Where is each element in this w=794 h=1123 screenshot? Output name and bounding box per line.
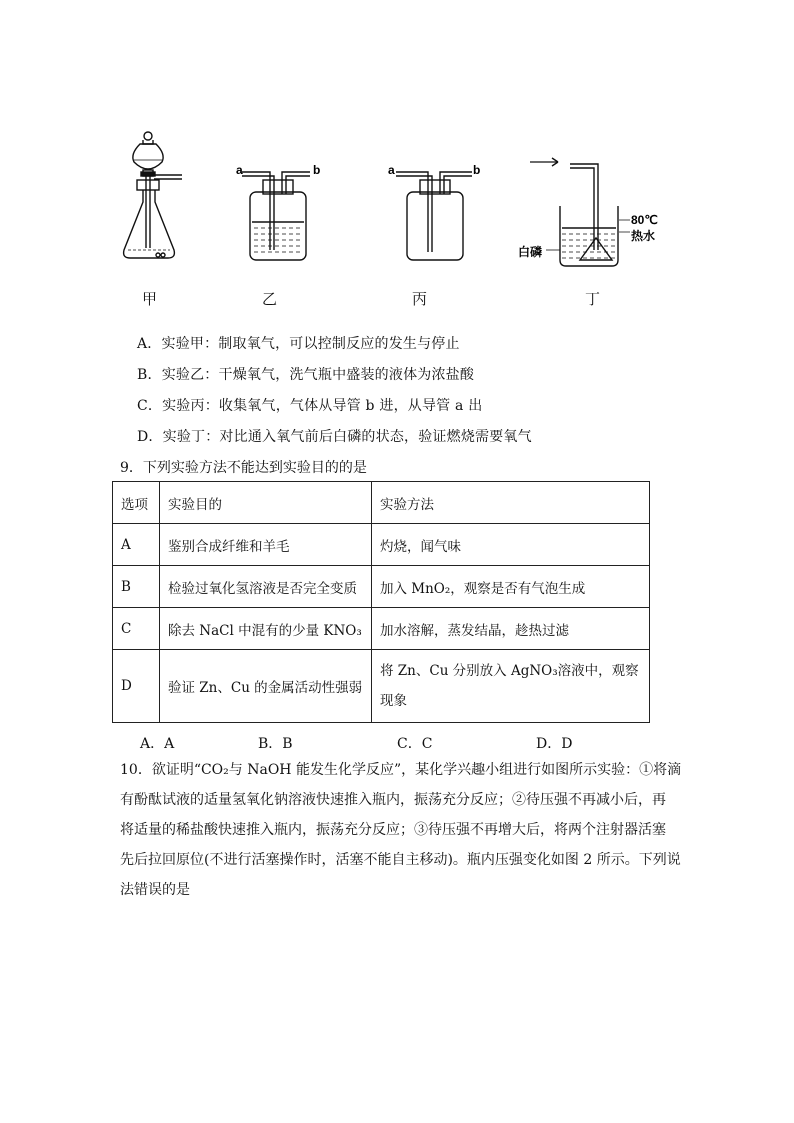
apparatus-yi — [242, 172, 310, 260]
q9-stem: 9．下列实验方法不能达到实验目的的是 — [120, 460, 367, 476]
q8-option-b: B．实验乙：干燥氧气，洗气瓶中盛装的液体为浓盐酸 — [137, 367, 475, 383]
bing-port-a: a — [388, 163, 395, 177]
row-option: D — [113, 650, 160, 723]
header-goal: 实验目的 — [160, 482, 372, 524]
row-option: C — [113, 608, 160, 650]
table-row — [113, 566, 650, 608]
row-option: A — [113, 524, 160, 566]
q9-table — [112, 481, 650, 723]
figure-label-jia: 甲 — [142, 290, 158, 308]
q10-line-2: 有酚酞试液的适量氢氧化钠溶液快速推入瓶内，振荡充分反应；②待压强不再减小后，再 — [120, 792, 666, 808]
table-header-row — [113, 482, 650, 524]
table-row — [113, 524, 650, 566]
header-method: 实验方法 — [372, 482, 650, 524]
answer-choice-a: A．A — [140, 736, 175, 752]
answer-choice-b: B．B — [258, 736, 293, 752]
row-method: 加入 MnO₂，观察是否有气泡生成 — [372, 566, 650, 608]
answer-choice-d: D．D — [536, 736, 573, 752]
figure-label-bing: 丙 — [412, 290, 428, 308]
q8-option-d: D．实验丁：对比通入氧气前后白磷的状态，验证燃烧需要氧气 — [137, 429, 532, 445]
q10-line-1: 10．欲证明“CO₂与 NaOH 能发生化学反应”，某化学兴趣小组进行如图所示实验：①将滴 — [120, 762, 682, 778]
ding-water-label: 热水 — [631, 229, 656, 243]
row-method: 加水溶解，蒸发结晶，趁热过滤 — [372, 608, 650, 650]
row-method — [372, 650, 650, 723]
bing-port-b: b — [473, 163, 481, 177]
row-method-line-1: 将 Zn、Cu 分别放入 AgNO₃溶液中，观察 — [380, 663, 639, 679]
figure-label-ding: 丁 — [585, 290, 601, 308]
row-goal: 除去 NaCl 中混有的少量 KNO₃ — [160, 608, 372, 650]
answer-choice-c: C．C — [397, 736, 433, 752]
header-option: 选项 — [113, 482, 160, 524]
yi-port-a: a — [236, 163, 243, 177]
apparatus-figures — [110, 110, 690, 310]
q8-option-a: A．实验甲：制取氧气，可以控制反应的发生与停止 — [137, 336, 460, 352]
apparatus-ding — [530, 158, 630, 266]
figure-label-yi: 乙 — [262, 290, 278, 308]
yi-port-b: b — [313, 163, 321, 177]
q8-option-c: C．实验丙：收集氧气，气体从导管 b 进，从导管 a 出 — [137, 398, 483, 414]
table-row — [113, 650, 650, 723]
apparatus-jia — [124, 132, 182, 258]
ding-temp-label: 80℃ — [631, 213, 658, 227]
ding-phosphorus-label: 白磷 — [518, 245, 543, 259]
row-goal: 验证 Zn、Cu 的金属活动性强弱 — [160, 650, 372, 723]
row-method-line-2: 现象 — [380, 693, 407, 709]
q10-line-5: 法错误的是 — [120, 882, 190, 898]
q10-stem — [120, 755, 690, 905]
row-method: 灼烧，闻气味 — [372, 524, 650, 566]
row-goal: 鉴别合成纤维和羊毛 — [160, 524, 372, 566]
table-row — [113, 608, 650, 650]
row-goal: 检验过氧化氢溶液是否完全变质 — [160, 566, 372, 608]
apparatus-bing — [396, 172, 472, 260]
q10-line-3: 将适量的稀盐酸快速推入瓶内，振荡充分反应；③待压强不再增大后，将两个注射器活塞 — [120, 822, 666, 838]
q10-line-4: 先后拉回原位(不进行活塞操作时，活塞不能自主移动)。瓶内压强变化如图 2 所示。下列说 — [120, 852, 681, 868]
row-option: B — [113, 566, 160, 608]
